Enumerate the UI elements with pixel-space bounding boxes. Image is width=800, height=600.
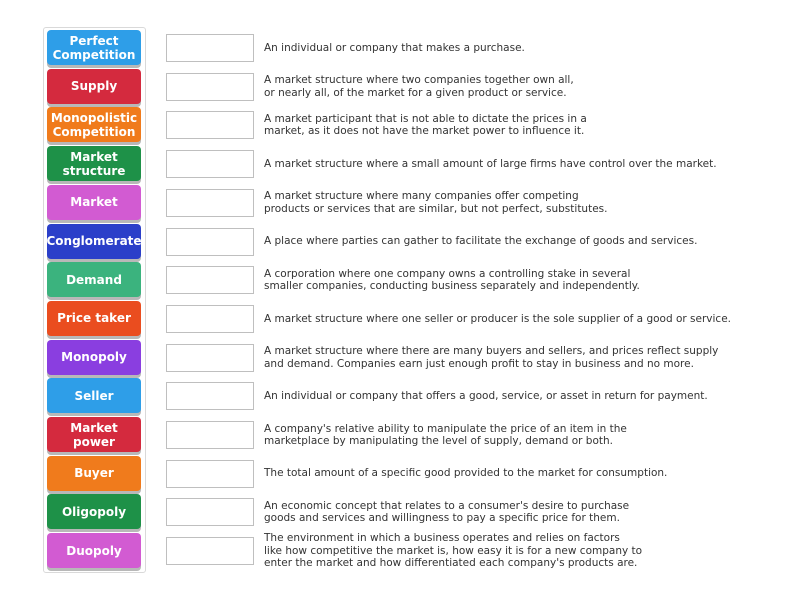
answer-slot[interactable] [166, 498, 254, 526]
term-tile[interactable]: Buyer [47, 456, 141, 491]
definition-line: A market structure where many companies offer competing [264, 190, 579, 203]
definition-line: A company's relative ability to manipulate the price of an item in the [264, 422, 627, 435]
answer-slot[interactable] [166, 460, 254, 488]
definition-text [264, 113, 784, 138]
term-tile[interactable]: Market power [47, 417, 141, 452]
definition-line: A market structure where a small amount of large firms have control over the market. [264, 157, 717, 170]
definition-line: marketplace by manipulating the level of supply, demand or both. [264, 435, 613, 447]
definition-line: A place where parties can gather to facilitate the exchange of goods and services. [264, 235, 698, 248]
definition-line: and demand. Companies earn just enough profit to stay in business and no more. [264, 357, 694, 370]
answer-slot[interactable] [166, 266, 254, 294]
definition-text [264, 467, 784, 480]
answer-slot[interactable] [166, 344, 254, 372]
definition-text [264, 158, 784, 171]
definition-line: A market structure where two companies together own all, [264, 74, 574, 87]
answer-slot[interactable] [166, 150, 254, 178]
term-tile[interactable]: Monopoly [47, 340, 141, 375]
definition-line: The total amount of a specific good provided to the market for consumption. [264, 467, 668, 480]
answer-slot[interactable] [166, 382, 254, 410]
definition-line: products or services that are similar, but not perfect, substitutes. [264, 202, 608, 215]
definition-line: A market structure where there are many buyers and sellers, and prices reflect supply [264, 345, 719, 358]
answer-slot[interactable] [166, 305, 254, 333]
definition-text [264, 532, 784, 570]
definition-line: An individual or company that offers a good, service, or asset in return for payment. [264, 390, 708, 403]
definition-text [264, 235, 784, 248]
answer-slot[interactable] [166, 228, 254, 256]
definition-line: An economic concept that relates to a consumer's desire to purchase [264, 499, 630, 512]
definition-line: The environment in which a business operates and relies on factors [264, 532, 620, 545]
term-tile[interactable]: Market [47, 185, 141, 220]
answer-slot[interactable] [166, 421, 254, 449]
definition-line: An individual or company that makes a purchase. [264, 41, 525, 54]
definition-line: or nearly all, of the market for a given product or service. [264, 86, 567, 99]
definition-text [264, 190, 784, 215]
term-tile[interactable]: Price taker [47, 301, 141, 336]
answer-slot[interactable] [166, 73, 254, 101]
definition-text [264, 345, 784, 370]
definition-line: A market structure where one seller or producer is the sole supplier of a good or service. [264, 312, 731, 325]
answer-slot[interactable] [166, 537, 254, 565]
definition-line: A market participant that is not able to dictate the prices in a [264, 112, 587, 125]
definition-text [264, 313, 784, 326]
definition-line: A corporation where one company owns a controlling stake in several [264, 267, 631, 280]
term-tile[interactable]: Perfect Competition [47, 30, 141, 65]
definition-text [264, 500, 784, 525]
answer-slot[interactable] [166, 34, 254, 62]
definition-line: like how competitive the market is, how easy it is for a new company to [264, 544, 643, 557]
term-tile[interactable]: Supply [47, 69, 141, 104]
definition-line: smaller companies, conducting business separately and independently. [264, 280, 640, 293]
term-tile[interactable]: Monopolistic Competition [47, 107, 141, 142]
definition-text [264, 390, 784, 403]
term-tile[interactable]: Conglomerate [47, 224, 141, 259]
definition-line: enter the market and how differentiated each company's products are. [264, 557, 638, 570]
tile-column [43, 27, 146, 573]
answer-slot[interactable] [166, 189, 254, 217]
term-tile[interactable]: Duopoly [47, 533, 141, 568]
definition-text [264, 268, 784, 293]
answer-slot[interactable] [166, 111, 254, 139]
definition-text [264, 42, 784, 55]
term-tile[interactable]: Seller [47, 378, 141, 413]
term-tile[interactable]: Demand [47, 262, 141, 297]
term-tile[interactable]: Market structure [47, 146, 141, 181]
definition-text [264, 74, 784, 99]
term-tile[interactable]: Oligopoly [47, 494, 141, 529]
definition-line: goods and services and willingness to pay a specific price for them. [264, 512, 620, 525]
definition-line: market, as it does not have the market power to influence it. [264, 125, 585, 138]
definition-text [264, 423, 784, 448]
